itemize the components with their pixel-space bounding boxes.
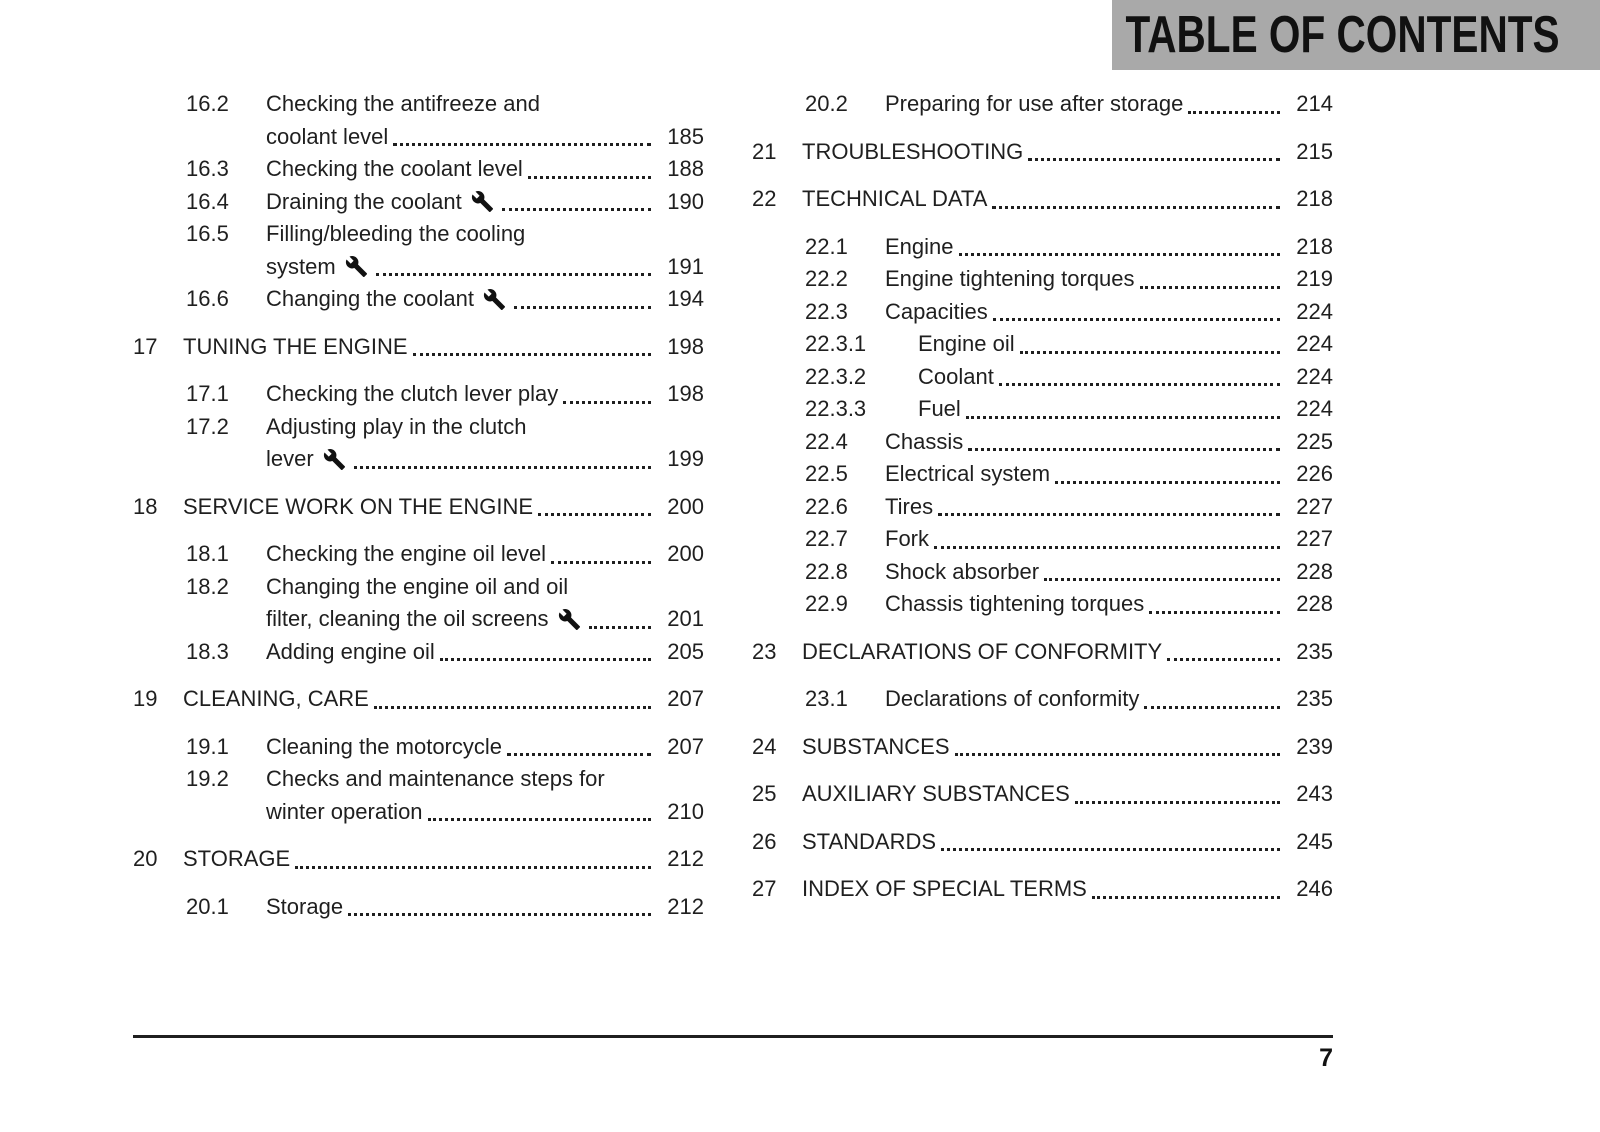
toc-entry-lastline [885, 458, 1333, 491]
toc-entry [752, 183, 1333, 216]
dot-leader [1050, 458, 1289, 491]
toc-entry-body [266, 153, 704, 186]
dot-leader [1023, 136, 1289, 169]
dot-leader [936, 826, 1289, 859]
toc-entry-title: STORAGE [183, 846, 291, 871]
toc-entry [752, 523, 1333, 556]
toc-entry-title: system [266, 253, 336, 279]
toc-entry [133, 411, 704, 476]
toc-entry-number: 22.2 [805, 266, 848, 291]
toc-entry-number: 22.3.2 [805, 363, 867, 389]
toc-entry-page: 205 [667, 638, 704, 664]
toc-entry-body [802, 636, 1333, 669]
toc-entry-page: 210 [667, 798, 704, 824]
toc-entry-body [266, 891, 704, 924]
toc-entry-page: 194 [667, 286, 704, 311]
toc-entry-number: 16.5 [186, 221, 229, 246]
dot-leader [988, 296, 1289, 329]
toc-entry-page: 235 [1296, 638, 1333, 664]
toc-entry [133, 378, 704, 411]
toc-entry-page: 224 [1296, 298, 1333, 324]
footer-rule [133, 1035, 1333, 1038]
dot-leader [533, 491, 660, 524]
toc-entry-page: 190 [667, 188, 704, 214]
toc-entry-lastline [885, 491, 1333, 524]
toc-entry-number: 20.1 [186, 893, 229, 919]
dot-leader [1162, 636, 1289, 669]
toc-entry-title: lever [266, 446, 314, 471]
toc-entry-page: 218 [1296, 186, 1333, 211]
toc-entry-title: DECLARATIONS OF CONFORMITY [802, 638, 1163, 664]
toc-entry-title: Engine tightening torques [885, 266, 1135, 291]
toc-entry-title: Cleaning the motorcycle [266, 733, 503, 759]
toc-entry-page: 235 [1296, 686, 1333, 711]
dot-leader [987, 183, 1289, 216]
toc-entry-body [266, 763, 704, 828]
dot-leader [1183, 88, 1289, 121]
toc-entry-lastline [266, 891, 704, 924]
toc-entry-number: 27 [752, 876, 777, 901]
toc-entry-lastline [885, 231, 1333, 264]
toc-entry-body [183, 843, 704, 876]
dot-leader [408, 331, 660, 364]
toc-entry [133, 731, 704, 764]
toc-entry-number: 20 [133, 846, 158, 871]
toc-entry-page: 219 [1296, 266, 1333, 291]
toc-entry [752, 136, 1333, 169]
toc-entry-lastline [802, 183, 1333, 216]
toc-entry-body [885, 523, 1333, 556]
toc-entry-title-line: Changing the engine oil and oil [266, 573, 569, 599]
toc-entry-body [918, 361, 1333, 394]
toc-entry-page: 227 [1296, 526, 1333, 551]
toc-entry-body [266, 88, 704, 153]
dot-leader [1039, 556, 1289, 589]
toc-entry-number: 22.8 [805, 558, 848, 584]
toc-entry [752, 361, 1333, 394]
toc-entry-number: 20.2 [805, 91, 848, 116]
toc-entry-title: Changing the coolant [266, 286, 474, 311]
toc-entry-page: 239 [1296, 733, 1333, 759]
dot-leader [546, 538, 660, 571]
toc-entry [752, 588, 1333, 621]
toc-entry-page: 200 [667, 541, 704, 566]
toc-entry-body [885, 556, 1333, 589]
toc-entry-title: Checking the engine oil level [266, 541, 547, 566]
dot-leader [584, 603, 661, 636]
toc-entry [752, 88, 1333, 121]
toc-entry-title: AUXILIARY SUBSTANCES [802, 781, 1070, 806]
toc-entry-lastline [266, 538, 704, 571]
toc-entry-page: 212 [667, 846, 704, 871]
toc-entry-page: 224 [1296, 331, 1333, 356]
wrench-icon [471, 186, 494, 218]
dot-leader [290, 843, 660, 876]
toc-entry-title: TUNING THE ENGINE [183, 333, 408, 359]
toc-entry-title: Checking the coolant level [266, 156, 523, 181]
toc-entry [752, 296, 1333, 329]
toc-entry-number: 22 [752, 186, 777, 211]
toc-entry-title-line: Checking the antifreeze and [266, 91, 540, 116]
toc-entry-number: 17.1 [186, 381, 229, 406]
toc-entry-title: Declarations of conformity [885, 686, 1140, 711]
toc-entry [133, 571, 704, 636]
toc-entry-number: 22.7 [805, 526, 848, 551]
toc-entry-lastline [885, 556, 1333, 589]
toc-entry-body [266, 636, 704, 669]
toc-entry [133, 331, 704, 364]
toc-entry-number: 16.6 [186, 286, 229, 311]
toc-entry-number: 16.4 [186, 188, 229, 214]
toc-entry-title: Storage [266, 893, 344, 919]
toc-entry-title: Coolant [918, 363, 994, 389]
wrench-icon [345, 251, 368, 283]
toc-entry-body [266, 538, 704, 571]
toc-entry [752, 426, 1333, 459]
toc-entry-title: Engine [885, 233, 954, 259]
toc-entry-number: 19.2 [186, 766, 229, 791]
toc-entry-number: 21 [752, 138, 777, 164]
toc-entry-number: 26 [752, 828, 777, 854]
toc-entry-page: 198 [667, 381, 704, 406]
toc-entry-lastline [802, 873, 1333, 906]
dot-leader [954, 231, 1289, 264]
toc-entry-lastline [802, 826, 1333, 859]
toc-entry-page: 200 [667, 493, 704, 519]
toc-entry-title: Fuel [918, 396, 961, 421]
dot-leader [1139, 683, 1289, 716]
toc-entry-number: 23 [752, 638, 777, 664]
toc-entry-page: 224 [1296, 363, 1333, 389]
dot-leader [502, 731, 660, 764]
toc-entry-number: 16.3 [186, 156, 229, 181]
toc-entry-title: filter, cleaning the oil screens [266, 606, 549, 631]
toc-entry-title-line: Checks and maintenance steps for [266, 766, 605, 791]
toc-entry-page: 228 [1296, 558, 1333, 584]
dot-leader [509, 283, 660, 316]
toc-entry-body [266, 218, 704, 283]
toc-entry-number: 18 [133, 493, 158, 519]
toc-entry-number: 22.5 [805, 461, 848, 486]
toc-entry-lastline [266, 443, 704, 476]
toc-entry-page: 215 [1296, 138, 1333, 164]
toc-entry-lastline [802, 731, 1333, 764]
toc-entry-body [266, 571, 704, 636]
dot-leader [523, 153, 660, 186]
toc-entry [133, 843, 704, 876]
toc-entry-lastline [183, 491, 704, 524]
toc-entry-body [885, 588, 1333, 621]
toc-entry [752, 636, 1333, 669]
toc-entry [133, 283, 704, 316]
toc-entry-body [918, 328, 1333, 361]
page-number: 7 [1319, 1044, 1333, 1072]
toc-entry-number: 18.1 [186, 541, 229, 566]
toc-entry-title: CLEANING, CARE [183, 686, 369, 711]
toc-entry [752, 231, 1333, 264]
dot-leader [1087, 873, 1289, 906]
toc-entry-page: 212 [667, 893, 704, 919]
toc-entry-title: SERVICE WORK ON THE ENGINE [183, 493, 534, 519]
toc-entry [133, 763, 704, 828]
toc-entry-page: 201 [667, 606, 704, 631]
toc-entry-page: 218 [1296, 233, 1333, 259]
toc-entry-title: coolant level [266, 123, 389, 149]
page-title: TABLE OF CONTENTS [1125, 6, 1560, 64]
dot-leader [1015, 328, 1289, 361]
toc-entry-body [266, 283, 704, 316]
toc-entry-lastline [885, 296, 1333, 329]
toc-entry-page: 245 [1296, 828, 1333, 854]
toc-entry-title: Preparing for use after storage [885, 91, 1184, 116]
toc-entry-body [183, 331, 704, 364]
toc-entry-body [885, 88, 1333, 121]
toc-entry-page: 199 [667, 446, 704, 471]
toc-entry [752, 328, 1333, 361]
toc-entry [752, 873, 1333, 906]
toc-entry-lastline [266, 283, 704, 316]
toc-entry-title: TROUBLESHOOTING [802, 138, 1024, 164]
toc-entry [133, 636, 704, 669]
dot-leader [371, 251, 660, 284]
dot-leader [349, 443, 660, 476]
toc-entry-title: Engine oil [918, 331, 1015, 356]
toc-entry-body [266, 731, 704, 764]
toc-entry-body [266, 378, 704, 411]
toc-entry-page: 226 [1296, 461, 1333, 486]
dot-leader [388, 121, 660, 154]
toc-entry-lastline [266, 731, 704, 764]
toc-entry [133, 186, 704, 219]
toc-entry-body [802, 731, 1333, 764]
toc-entry [752, 731, 1333, 764]
toc-entry-lastline [266, 186, 704, 219]
toc-entry-title-line: Filling/bleeding the cooling [266, 221, 526, 246]
toc-entry-number: 25 [752, 781, 777, 806]
toc-entry-number: 22.4 [805, 428, 848, 454]
dot-leader [1135, 263, 1289, 296]
toc-entry-lastline [918, 393, 1333, 426]
toc-entry [752, 683, 1333, 716]
toc-entry-body [802, 778, 1333, 811]
toc-entry-number: 22.1 [805, 233, 848, 259]
dot-leader [343, 891, 660, 924]
toc-entry [752, 263, 1333, 296]
toc-entry [752, 778, 1333, 811]
toc-entry-number: 17.2 [186, 413, 229, 439]
toc-entry-number: 18.3 [186, 638, 229, 664]
toc-entry-body [885, 491, 1333, 524]
toc-entry-title: Fork [885, 526, 929, 551]
dot-leader [558, 378, 660, 411]
dot-leader [963, 426, 1289, 459]
dot-leader [950, 731, 1289, 764]
toc-entry-lastline [885, 263, 1333, 296]
toc-entry-title: Tires [885, 493, 934, 519]
dot-leader [933, 491, 1289, 524]
toc-entry-title: Shock absorber [885, 558, 1040, 584]
toc-entry-body [885, 458, 1333, 491]
toc-entry [752, 556, 1333, 589]
toc-entry-lastline [266, 153, 704, 186]
toc-entry-body [885, 231, 1333, 264]
toc-entry-body [802, 873, 1333, 906]
toc-entry-body [885, 263, 1333, 296]
toc-entry-page: 198 [667, 333, 704, 359]
toc-entry-number: 17 [133, 333, 158, 359]
toc-entry [752, 393, 1333, 426]
toc-entry-number: 22.3.3 [805, 396, 867, 421]
toc-entry [133, 683, 704, 716]
toc-entry [133, 891, 704, 924]
toc-entry-lastline [802, 136, 1333, 169]
toc-entry-lastline [802, 778, 1333, 811]
toc-entry-page: 188 [667, 156, 704, 181]
toc-entry [133, 538, 704, 571]
toc-entry-number: 24 [752, 733, 777, 759]
toc-entry-lastline [183, 683, 704, 716]
toc-entry [752, 491, 1333, 524]
toc-entry-body [802, 183, 1333, 216]
toc-entry-page: 207 [667, 733, 704, 759]
wrench-icon [558, 603, 581, 635]
toc-entry-body [183, 683, 704, 716]
toc-entry-body [918, 393, 1333, 426]
toc-entry-page: 185 [667, 123, 704, 149]
toc-entry-title: Draining the coolant [266, 188, 462, 214]
toc-entry-number: 19 [133, 686, 158, 711]
toc-entry-page: 207 [667, 686, 704, 711]
toc-entry-title: INDEX OF SPECIAL TERMS [802, 876, 1087, 901]
toc-column-left [133, 88, 704, 923]
toc-entry-page: 191 [667, 253, 704, 279]
toc-entry-number: 22.6 [805, 493, 848, 519]
toc-entry-title: SUBSTANCES [802, 733, 950, 759]
toc-entry-lastline [183, 843, 704, 876]
dot-leader [1144, 588, 1289, 621]
toc-entry [133, 218, 704, 283]
toc-entry [133, 491, 704, 524]
toc-entry-page: 214 [1296, 91, 1333, 116]
toc-entry-page: 225 [1296, 428, 1333, 454]
toc-entry-number: 22.3.1 [805, 331, 867, 356]
toc-entry [133, 88, 704, 153]
toc-entry-lastline [885, 523, 1333, 556]
toc-entry-lastline [266, 603, 704, 636]
toc-entry-lastline [266, 636, 704, 669]
dot-leader [929, 523, 1289, 556]
toc-entry-lastline [885, 88, 1333, 121]
toc-entry-title: Chassis tightening torques [885, 591, 1145, 616]
toc-entry-title: Electrical system [885, 461, 1051, 486]
toc-entry [752, 458, 1333, 491]
toc-entry-lastline [885, 588, 1333, 621]
toc-entry-lastline [885, 683, 1333, 716]
toc-entry-title: Checking the clutch lever play [266, 381, 559, 406]
toc-entry-lastline [802, 636, 1333, 669]
dot-leader [369, 683, 660, 716]
toc-entry-lastline [918, 328, 1333, 361]
dot-leader [994, 361, 1289, 394]
toc-entry-number: 18.2 [186, 573, 229, 599]
toc-entry-body [885, 296, 1333, 329]
toc-entry-number: 19.1 [186, 733, 229, 759]
toc-entry-lastline [266, 378, 704, 411]
toc-entry-lastline [266, 796, 704, 829]
wrench-icon [323, 443, 346, 475]
toc-entry-number: 16.2 [186, 91, 229, 116]
toc-entry-title: TECHNICAL DATA [802, 186, 988, 211]
dot-leader [497, 186, 660, 219]
dot-leader [961, 393, 1289, 426]
toc-entry-page: 224 [1296, 396, 1333, 421]
toc-entry-page: 228 [1296, 591, 1333, 616]
dot-leader [1070, 778, 1289, 811]
dot-leader [435, 636, 660, 669]
toc-entry [752, 826, 1333, 859]
toc-entry-number: 22.9 [805, 591, 848, 616]
toc-entry-title: Chassis [885, 428, 964, 454]
toc-entry-body [266, 411, 704, 476]
toc-entry-body [802, 826, 1333, 859]
toc-entry-page: 227 [1296, 493, 1333, 519]
toc-entry-lastline [266, 121, 704, 154]
toc-column-right [752, 88, 1333, 921]
toc-entry-title: winter operation [266, 798, 423, 824]
header-bar [1112, 0, 1600, 70]
toc-entry-lastline [885, 426, 1333, 459]
toc-entry [133, 153, 704, 186]
toc-entry-lastline [266, 251, 704, 284]
toc-entry-body [885, 426, 1333, 459]
dot-leader [423, 796, 660, 829]
toc-entry-page: 246 [1296, 876, 1333, 901]
toc-entry-lastline [918, 361, 1333, 394]
toc-entry-body [266, 186, 704, 219]
wrench-icon [483, 283, 506, 315]
toc-entry-title: Adding engine oil [266, 638, 435, 664]
toc-entry-page: 243 [1296, 781, 1333, 806]
toc-entry-lastline [183, 331, 704, 364]
toc-entry-number: 22.3 [805, 298, 848, 324]
toc-entry-body [183, 491, 704, 524]
toc-entry-title-line: Adjusting play in the clutch [266, 413, 527, 439]
toc-entry-body [885, 683, 1333, 716]
toc-entry-title: Capacities [885, 298, 988, 324]
toc-entry-number: 23.1 [805, 686, 848, 711]
toc-entry-title: STANDARDS [802, 828, 937, 854]
toc-entry-body [802, 136, 1333, 169]
